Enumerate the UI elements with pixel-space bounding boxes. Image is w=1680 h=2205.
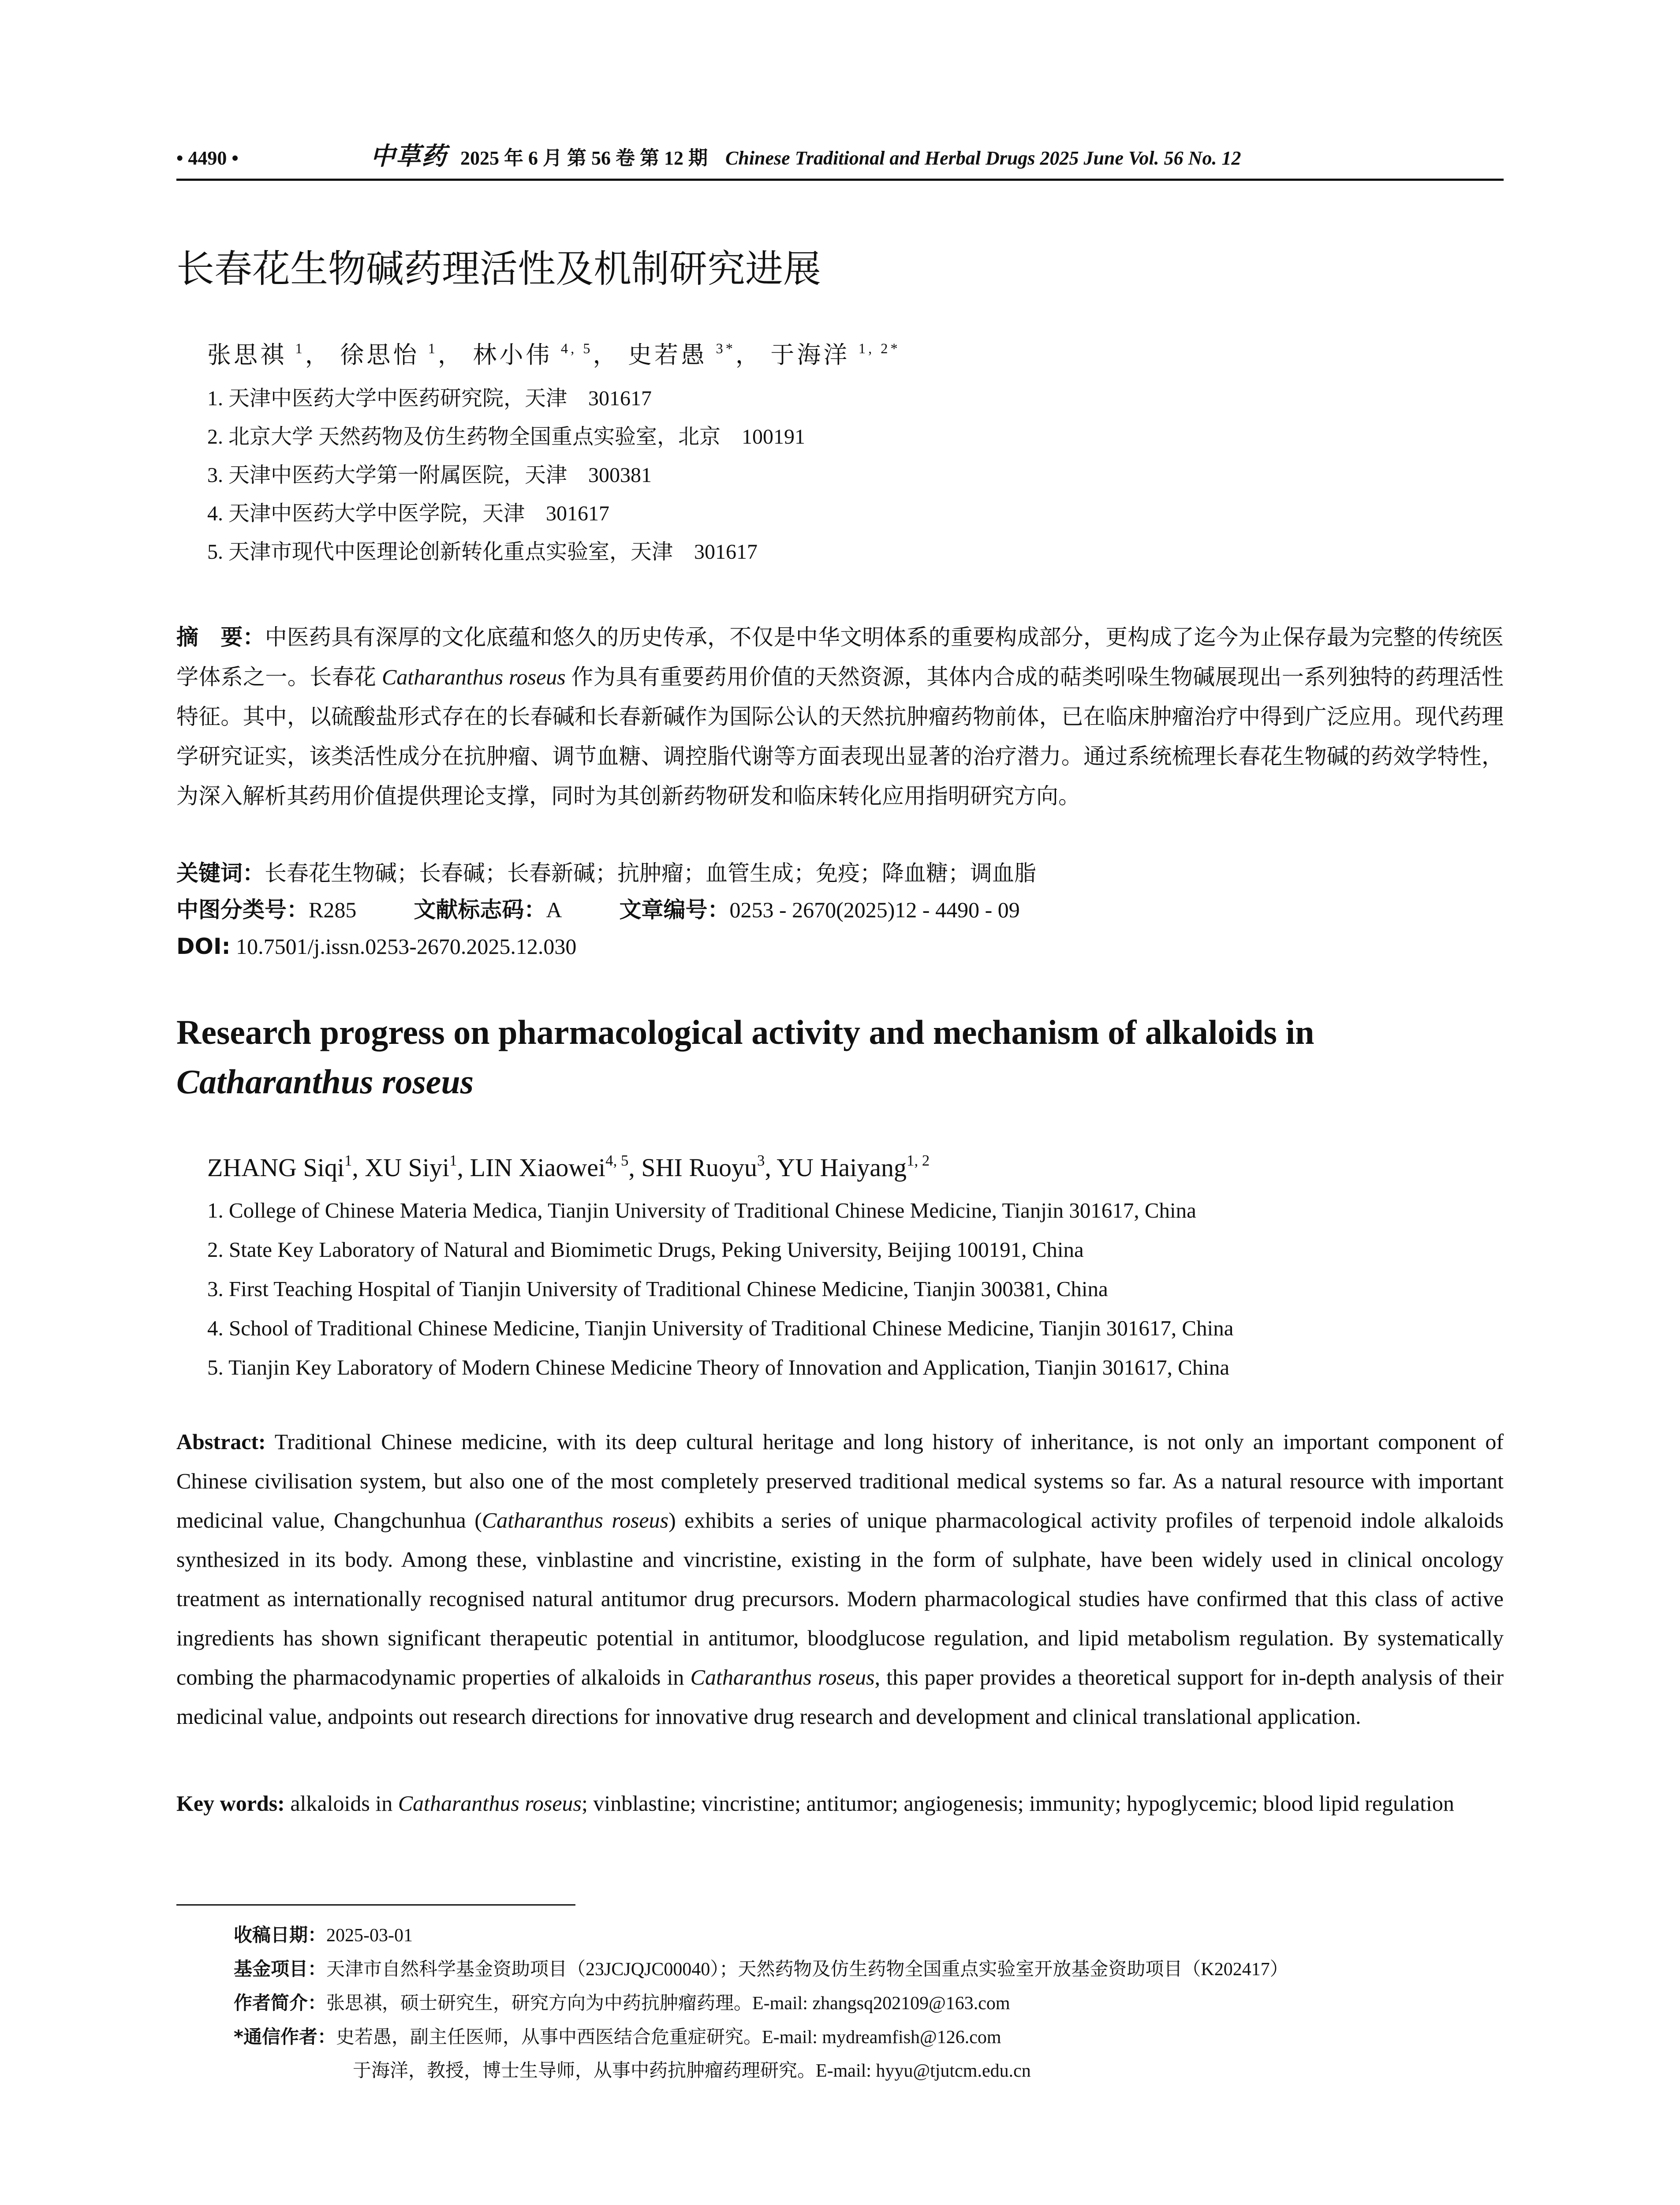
keywords-text: alkaloids in [284,1791,398,1816]
doi-value[interactable]: 10.7501/j.issn.0253-2670.2025.12.030 [230,934,577,959]
author-bio-label: 作者简介： [234,1992,327,2014]
title-en [176,1008,1504,1106]
document-code [414,892,562,927]
author-bio-value: 张思祺，硕士研究生，研究方向为中药抗肿瘤药理。E-mail: zhangsq202109@163.com [326,1993,1010,2014]
author-name: LIN Xiaowei [470,1153,606,1182]
keywords-label-en: Key words: [176,1791,285,1816]
article-number [619,892,1019,927]
journal-logo: 中草药 [370,143,447,170]
issue-info-cn: 2025 年 6 月 第 56 卷 第 12 期 [460,147,708,169]
abstract-text: Traditional Chinese medicine, with its deep cultural heritage and long history of inheritance, is not only an important component of Chinese civilisation system, but also one of the most completely preserved traditional medical systems so far. As a natural resource with important medicinal value, Changchunhua ( [176,1429,1504,1532]
author-affil-sup: 1 [295,340,305,357]
keywords-cn [176,856,1504,891]
abstract-en [176,1422,1504,1736]
abstract-text: ) exhibits a series of unique pharmacological activity profiles of terpenoid indole alkaloids synthesized in its body. Among these, vinblastine and vincristine, existing in the form of sulphate, have been widely used in clinical oncology treatment as internationally recognised natural antitumor drug precursors. Modern pharmacological studies have confirmed that this class of active ingredients has shown significant therapeutic potential in antitumor, bloodglucose regulation, and lipid metabolism regulation. By systematically combing the pharmacodynamic properties of alkaloids in [176,1508,1504,1689]
clc-number [176,892,356,927]
author-affil-sup: 4, 5 [560,340,593,357]
author-affil-sup: 3 [757,1152,765,1170]
affiliations-cn [207,379,805,571]
corresponding-author-2 [234,2054,1504,2088]
doi [176,929,1504,964]
keywords-text: ; vinblastine; vincristine; antitumor; angiogenesis; immunity; hypoglycemic; blood lipid regulation [582,1791,1454,1816]
classification-row [176,892,1504,927]
author-affil-sup: 3* [716,340,735,357]
author-affil-sup: 1 [344,1152,352,1170]
title-cn: 长春花生物碱药理活性及机制研究进展 [176,247,821,291]
title-en-line1: Research progress on pharmacological activity and mechanism of alkaloids in [176,1013,1314,1051]
running-header [176,143,1504,172]
author-name: 徐思怡 [340,342,420,368]
latin-name: Catharanthus roseus [482,1508,669,1532]
document-code-label: 文献标志码： [414,897,546,923]
funding-label: 基金项目： [234,1958,327,1980]
author-name: 于海洋 [770,342,850,368]
author-affil-sup: 4, 5 [605,1152,629,1170]
received-label: 收稿日期： [234,1924,327,1946]
affiliation-item: 1. 天津中医药大学中医药研究院，天津 301617 [207,387,652,410]
latin-name: Catharanthus roseus [690,1665,875,1689]
affiliation-item: 1. College of Chinese Materia Medica, Tianjin University of Traditional Chinese Medicine, Tianjin 301617, China [207,1198,1196,1222]
page-number: • 4490 • [176,147,239,169]
abstract-text: 中医药具有深厚的文化底蕴和悠久的历史传承，不仅是中华文明体系的重要构成部分，更构成了迄今为止保存最为完整的传统医学体系之一。长春花 [176,625,1504,689]
abstract-text: , this paper provides a theoretical support for in-depth analysis of their medicinal value, andpoints out research directions for innovative drug research and development and clinical translational application. [176,1665,1504,1729]
corresponding-label: *通信作者： [234,2026,336,2048]
abstract-label-cn: 摘 要： [176,624,265,650]
author-affil-sup: 1, 2* [858,340,900,357]
authors-cn: 张思祺 $^1$， 徐思怡 $^1$， 林小伟 $^{4, 5}$， 史若愚 $^{3*}$， 于海洋 $^{1, 2*}$ [207,340,900,368]
author-name: 林小伟 [473,342,553,368]
affiliation-item: 2. State Key Laboratory of Natural and Biomimetic Drugs, Peking University, Beijing 100191, China [207,1237,1084,1262]
clc-label: 中图分类号： [176,897,309,923]
abstract-text: 作为具有重要药用价值的天然资源，其体内合成的萜类吲哚生物碱展现出一系列独特的药理活性特征。其中，以硫酸盐形式存在的长春碱和长春新碱作为国际公认的天然抗肿瘤药物前体，已在临床肿瘤治疗中得到广泛应用。现代药理学研究证实，该类活性成分在抗肿瘤、调节血糖、调控脂代谢等方面表现出显著的治疗潜力。通过系统梳理长春花生物碱的药效学特性，为深入解析其药用价值提供理论支撑，同时为其创新药物研发和临床转化应用指明研究方向。 [176,665,1504,808]
abstract-cn [176,617,1504,816]
footnote-rule [176,1904,575,1906]
author-affil-sup: 1, 2 [907,1152,930,1170]
corresponding-author [234,2020,1504,2054]
issue-info-en: Chinese Traditional and Herbal Drugs 2025 June Vol. 56 No. 12 [725,147,1241,169]
author-name: XU Siyi [365,1153,450,1182]
received-value: 2025-03-01 [326,1925,413,1946]
abstract-label-en: Abstract: [176,1429,266,1454]
author-name: 史若愚 [628,342,707,368]
affiliations-en [207,1191,1233,1387]
keywords-en [176,1784,1504,1823]
author-affil-sup: 1 [428,340,438,357]
author-name: YU Haiyang [777,1153,907,1182]
keywords-label-cn: 关键词： [176,860,265,886]
author-bio [234,1986,1504,2020]
author-name: SHI Ruoyu [641,1153,758,1182]
clc-value: R285 [309,897,357,922]
article-number-value: 0253 - 2670(2025)12 - 4490 - 09 [729,897,1020,922]
doi-label: DOI: [176,934,231,959]
title-en-line2: Catharanthus roseus [176,1062,474,1101]
funding-value: 天津市自然科学基金资助项目（23JCJQJC00040）；天然药物及仿生药物全国重点实验室开放基金资助项目（K202417） [326,1959,1288,1980]
header-rule [176,179,1504,181]
document-code-value: A [546,897,562,922]
affiliation-item: 5. Tianjin Key Laboratory of Modern Chinese Medicine Theory of Innovation and Application, Tianjin 301617, China [207,1355,1230,1379]
corresponding-value: 于海洋，教授，博士生导师，从事中药抗肿瘤药理研究。E-mail: hyyu@tjutcm.edu.cn [353,2061,1031,2081]
affiliation-item: 3. 天津中医药大学第一附属医院，天津 300381 [207,463,652,487]
latin-name: Catharanthus roseus [398,1791,582,1816]
footnotes [234,1918,1504,2088]
affiliation-item: 4. School of Traditional Chinese Medicine, Tianjin University of Traditional Chinese Medicine, Tianjin 301617, China [207,1316,1234,1340]
authors-en: ZHANG Siqi$^1$, XU Siyi$^1$, LIN Xiaowei$^{4, 5}$, SHI Ruoyu$^3$, YU Haiyang$^{1, 2}$ [207,1152,930,1182]
keywords-text-cn: 长春花生物碱；长春碱；长春新碱；抗肿瘤；血管生成；免疫；降血糖；调血脂 [265,861,1036,886]
affiliation-item: 3. First Teaching Hospital of Tianjin University of Traditional Chinese Medicine, Tianjin 300381, China [207,1277,1108,1301]
latin-name: Catharanthus roseus [382,665,566,689]
author-affil-sup: 1 [449,1152,457,1170]
funding [234,1952,1504,1986]
affiliation-item: 2. 北京大学 天然药物及仿生药物全国重点实验室，北京 100191 [207,425,806,448]
article-number-label: 文章编号： [619,897,730,923]
affiliation-item: 4. 天津中医药大学中医学院，天津 301617 [207,502,610,525]
affiliation-item: 5. 天津市现代中医理论创新转化重点实验室，天津 301617 [207,540,758,564]
author-name: 张思祺 [207,342,287,368]
received-date [234,1918,1504,1952]
corresponding-value: 史若愚，副主任医师，从事中西医结合危重症研究。E-mail: mydreamfish@126.com [336,2027,1001,2048]
author-name: ZHANG Siqi [207,1153,344,1182]
